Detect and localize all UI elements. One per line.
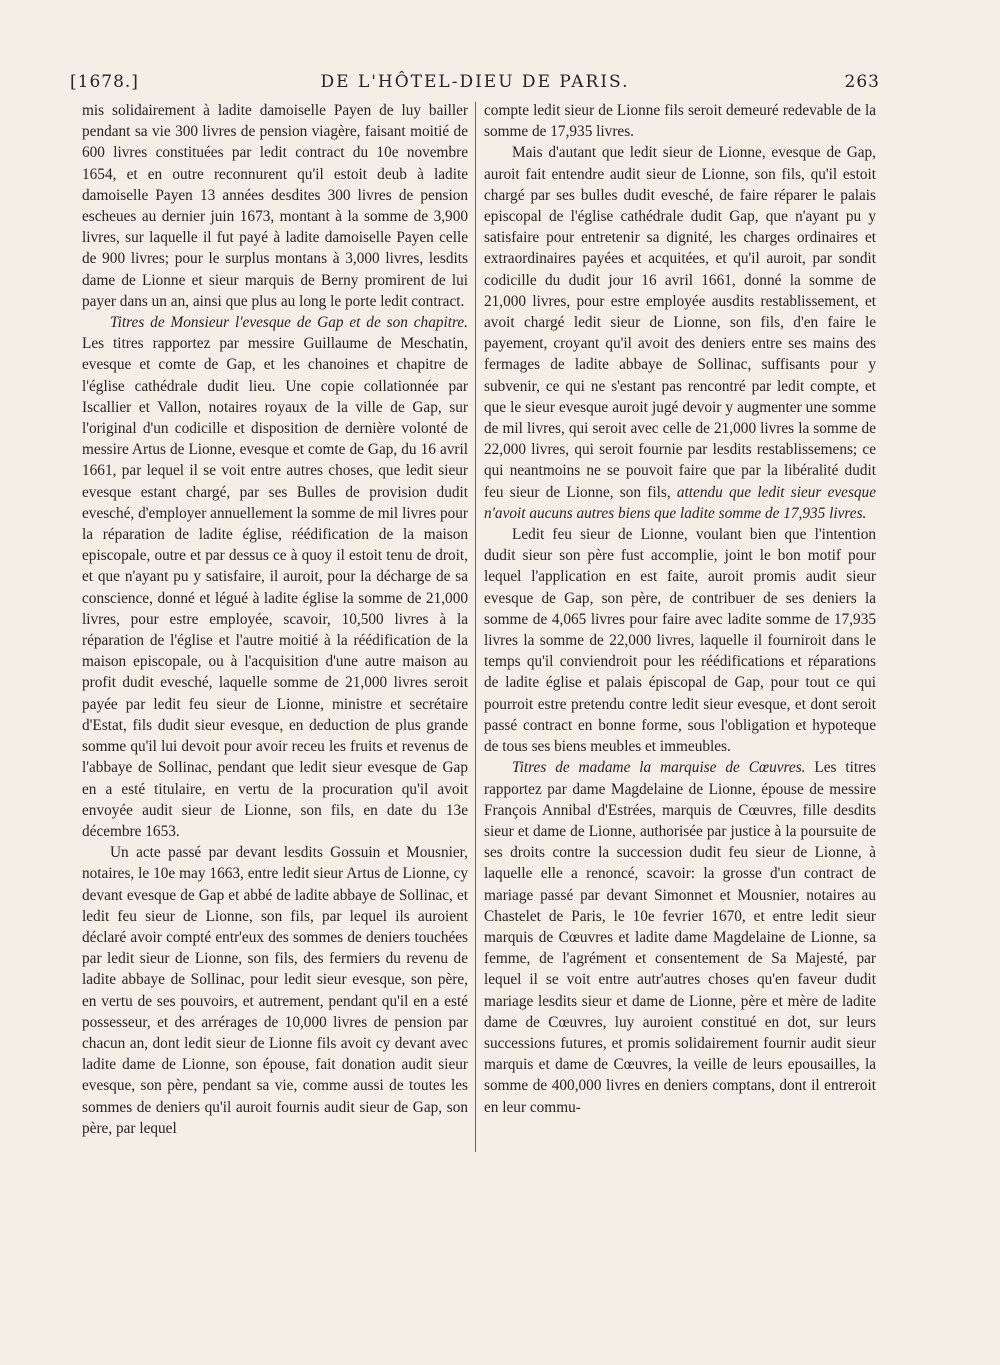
header-title: DE L'HÔTEL-DIEU DE PARIS. [320,72,630,92]
paragraph: mis solidairement à ladite damoiselle Payen de luy bailler pendant sa vie 300 livres de pension viagère, faisant moitié de 600 livres constituées par ledit contract du 10e novembre 1654, et en outre reconnurent qu'il estoit deub à ladite damoiselle Payen 13 années desdites 300 livres de pension escheues au dernier juin 1673, montant à la somme de 3,900 livres, sur laquelle il fut payé à ladite damoiselle Payen celle de 900 livres; pour le surplus montans à 3,000 livres, lesdits dame de Lionne et sieur marquis de Berny promirent de lui payer dans un an, ainsi que plus au long le porte ledit contract. [82,102,468,310]
header-year: [1678.] [70,72,139,92]
right-column [484,100,876,1118]
paragraph: Un acte passé par devant lesdits Gossuin et Mousnier, notaires, le 10e may 1663, entre ledit sieur Artus de Lionne, cy devant evesque de Gap et abbé de ladite abbaye de Sollinac, et ledit feu sieur de Lionne, son fils, par lequel ils auroient déclaré avoir compté entr'eux des sommes de deniers touchées par ledit sieur de Lionne, son fils, des fermiers du revenu de ladite abbaye de Sollinac, pour ledit sieur evesque, son père, en vertu de ses pouvoirs, et autrement, pendant qu'il en a esté possesseur, et des arrérages de 10,000 livres de pension par chacun an, dont ledit sieur de Lionne fils avoit cy devant avec ladite dame de Lionne, son épouse, fait donation audit sieur evesque, son père, pendant sa vie, comme aussi de toutes les sommes de deniers qu'il auroit fournis audit sieur de Gap, son père, par lequel [82,844,468,1137]
paragraph-text: Les titres rapportez par messire Guillaume de Meschatin, evesque et comte de Gap, et les chanoines et chapitre de l'église cathédrale dudit lieu. Une copie collationnée par Iscallier et Vallon, notaires royaux de la ville de Gap, sur l'original d'un codicille et disposition de dernière volonté de messire Artus de Lionne, evesque et comte de Gap, du 16 avril 1661, par lequel il se voit entre autres choses, que ledit sieur evesque estant chargé, par ses Bulles de provision dudit evesché, d'employer annuellement la somme de mil livres pour la réparation de ladite église, réédification de la maison episcopale, outre et par dessus ce à quoy il estoit tenu de droit, et que n'ayant pu y satisfaire, il auroit, pour la décharge de sa conscience, donné et légué à ladite église la somme de 21,000 livres, pour estre employée, scavoir, 10,500 livres à la réparation de l'église et l'autre moitié à la réédification de la maison episcopale, ou à l'acquisition d'une autre maison au profit dudit evesché, laquelle somme de 21,000 livres seroit payée par ledit feu sieur de Lionne, ministre et secrétaire d'Estat, fils dudit sieur evesque, en deduction de plus grande somme qu'il lui devoit pour avoir receu les fruits et revenus de l'abbaye de Sollinac, pendant que ledit sieur evesque de Gap en a esté titulaire, en vertu de la procuration qu'il avoit envoyée audit sieur de Lionne, son fils, en date du 13e décembre 1653. [82,335,468,840]
paragraph-text: Les titres rapportez par dame Magdelaine de Lionne, épouse de messire François Annibal d'Estrées, marquis de Cœuvres, fille desdits sieur et dame de Lionne, authorisée par justice à la poursuite de ses droits contre la succession dudit feu sieur de Lionne, à laquelle elle a renoncé, scavoir: la grosse d'un contract de mariage passé par devant Simonnet et Mousnier, notaires au Chastelet de Paris, le 10e fevrier 1670, et entre ledit sieur marquis de Cœuvres et ladite dame Magdelaine de Lionne, sa femme, de l'agrément et consentement de Sa Majesté, par lequel il se voit entre autr'autres choses qu'en faveur dudit mariage lesdits sieur et dame de Lionne, père et mère de ladite dame de Cœuvres, luy auroient constitué en dot, sur leurs successions futures, et promis solidairement fournir audit sieur marquis et dame de Cœuvres, la veille de leurs epousailles, la somme de 400,000 livres en deniers comptans, dont il entreroit en leur commu- [484,759,876,1116]
section-title: Titres de Monsieur l'evesque de Gap et de son chapitre. [110,314,468,332]
left-column [82,100,468,1139]
paragraph-text: Mais d'autant que ledit sieur de Lionne, evesque de Gap, auroit fait entendre audit sieur de Lionne, son fils, qu'il estoit chargé par ses bulles dudit evesché, de faire réparer le palais episcopal de l'église cathédrale dudit Gap, que n'ayant pu y satisfaire pour entretenir sa dignité, les charges ordinaires et extraordinaires payées et acquitées, et qu'il auroit, par sondit codicille du dudit jour 16 avril 1661, donné la somme de 21,000 livres, pour estre employée ausdits restablissement, et avoit chargé ledit sieur de Lionne, son fils, d'en faire le payement, croyant qu'il avoit des deniers entre ses mains des fermages de ladite abbaye de Sollinac, suffisants pour y subvenir, ce qui ne s'estant pas rencontré par ledit compte, et que le sieur evesque auroit jugé devoir y augmenter une somme de mil livres, qui seroit avec celle de 21,000 livres la somme de 22,000 livres, qui seroit fournie par lesdits restablissemens; ce qui neantmoins ne se pouvoit faire que par la libéralité dudit feu sieur de Lionne, son fils, [484,144,876,501]
paragraph [82,312,468,842]
column-divider [475,102,476,1152]
paragraph [484,142,876,524]
italic-phrase: attendu que ledit sieur evesque n'avoit aucuns autres biens que ladite somme de 17,935 livres. [484,483,876,522]
paragraph: compte ledit sieur de Lionne fils seroit demeuré redevable de la somme de 17,935 livres. [484,102,876,141]
paragraph: Ledit feu sieur de Lionne, voulant bien que l'intention dudit sieur son père fust accomplie, joint le bon motif pour lequel l'application en est faite, auroit promis audit sieur evesque de Gap, son père, de contribuer de ses deniers la somme de 4,065 livres pour faire avec ladite somme de 17,935 livres la somme de 22,000 livres, laquelle il fourniroit dans le temps qu'il conviendroit pour les réédifications et réparations de ladite église et palais épiscopal de Gap, pour tout ce qui pourroit estre pretendu contre ledit sieur evesque, et dont seroit passé contract en bonne forme, sous l'obligation et hypoteque de tous ses biens meubles et immeubles. [484,526,876,756]
page-number: 263 [844,72,880,92]
section-title: Titres de madame la marquise de Cœuvres. [512,759,806,777]
paragraph [484,757,876,1117]
running-header [70,72,880,100]
